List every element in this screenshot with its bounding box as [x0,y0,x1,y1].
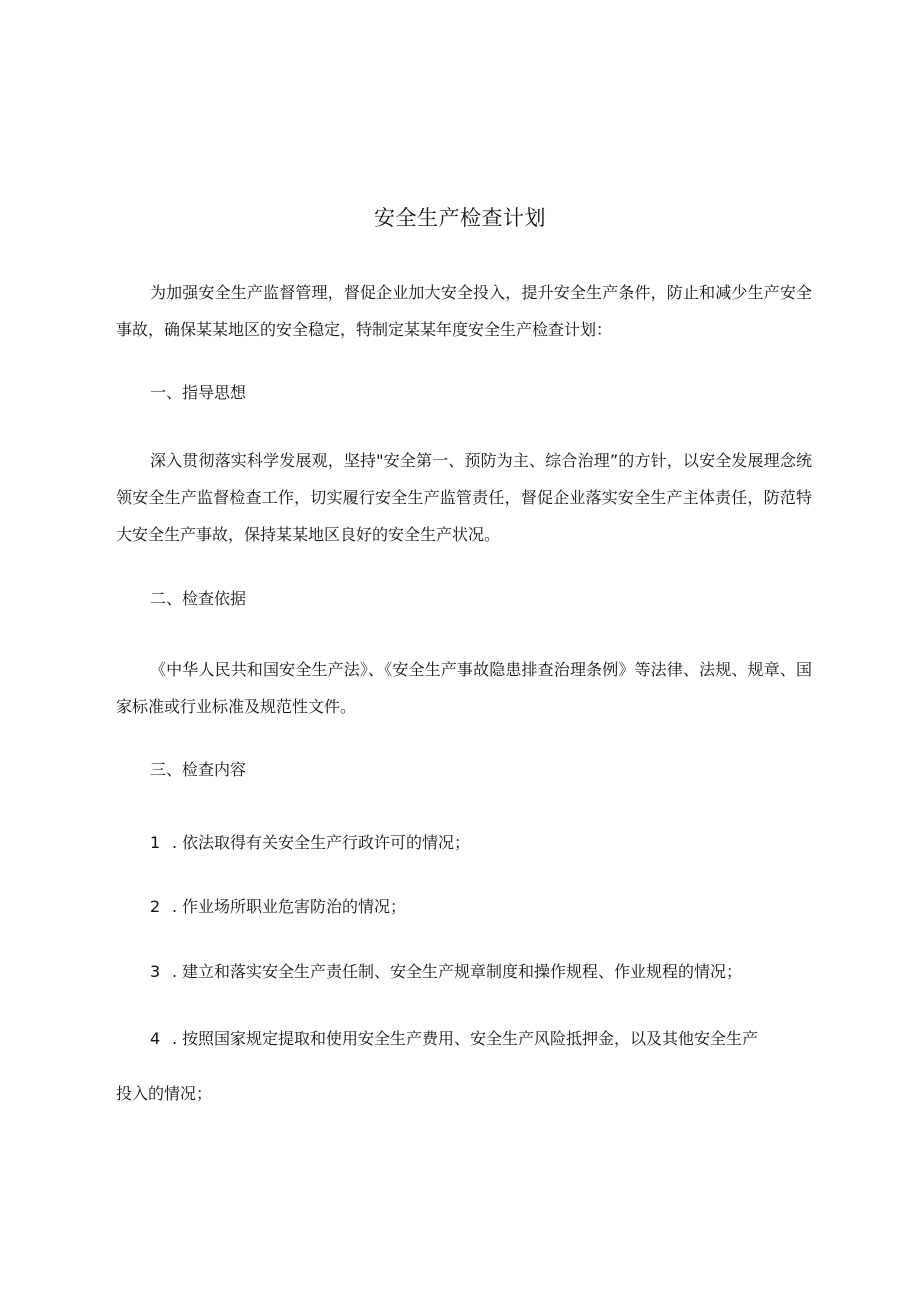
list-item-continuation: 投入的情况； [116,1084,213,1103]
list-item-number: 1 [150,833,161,852]
section-body-inspection-basis: 《中华人民共和国安全生产法》、《安全生产事故隐患排查治理条例》等法律、法规、规章、国家标准或行业标准及规范性文件。 [116,660,812,716]
section-heading-guiding-ideology: 一、指导思想 [150,383,247,402]
section-body-guiding-ideology: 深入贯彻落实科学发展观，坚持"安全第一、预防为主、综合治理”的方针，以安全发展理念统领安全生产监督检查工作，切实履行安全生产监管责任，督促企业落实安全生产主体责任，防范特大安全生产事故，保持某某地区良好的安全生产状况。 [116,451,812,544]
list-item-text: 建立和落实安全生产责任制、安全生产规章制度和操作规程、作业规程的情况； [182,962,743,981]
list-item-separator: . [172,962,178,981]
list-item-number: 3 [150,962,161,981]
list-item-text: 作业场所职业危害防治的情况； [182,897,407,916]
list-item-separator: . [172,897,178,916]
list-item [150,831,470,855]
list-item-text: 依法取得有关安全生产行政许可的情况； [182,833,471,852]
list-item [150,960,742,984]
section-heading-inspection-content: 三、检查内容 [150,760,247,779]
section-heading-inspection-basis: 二、检查依据 [150,589,247,608]
list-item [150,895,406,919]
list-item-text: 按照国家规定提取和使用安全生产费用、安全生产风险抵押金，以及其他安全生产 [182,1029,759,1048]
page-title: 安全生产检查计划 [374,206,546,230]
list-item-number: 4 [150,1029,161,1048]
list-item-separator: . [172,1029,178,1048]
list-item-separator: . [172,833,178,852]
list-item [150,1027,758,1051]
intro-paragraph: 为加强安全生产监督管理，督促企业加大安全投入，提升安全生产条件，防止和减少生产安全事故，确保某某地区的安全稳定，特制定某某年度安全生产检查计划： [116,283,812,339]
list-item-number: 2 [150,897,161,916]
